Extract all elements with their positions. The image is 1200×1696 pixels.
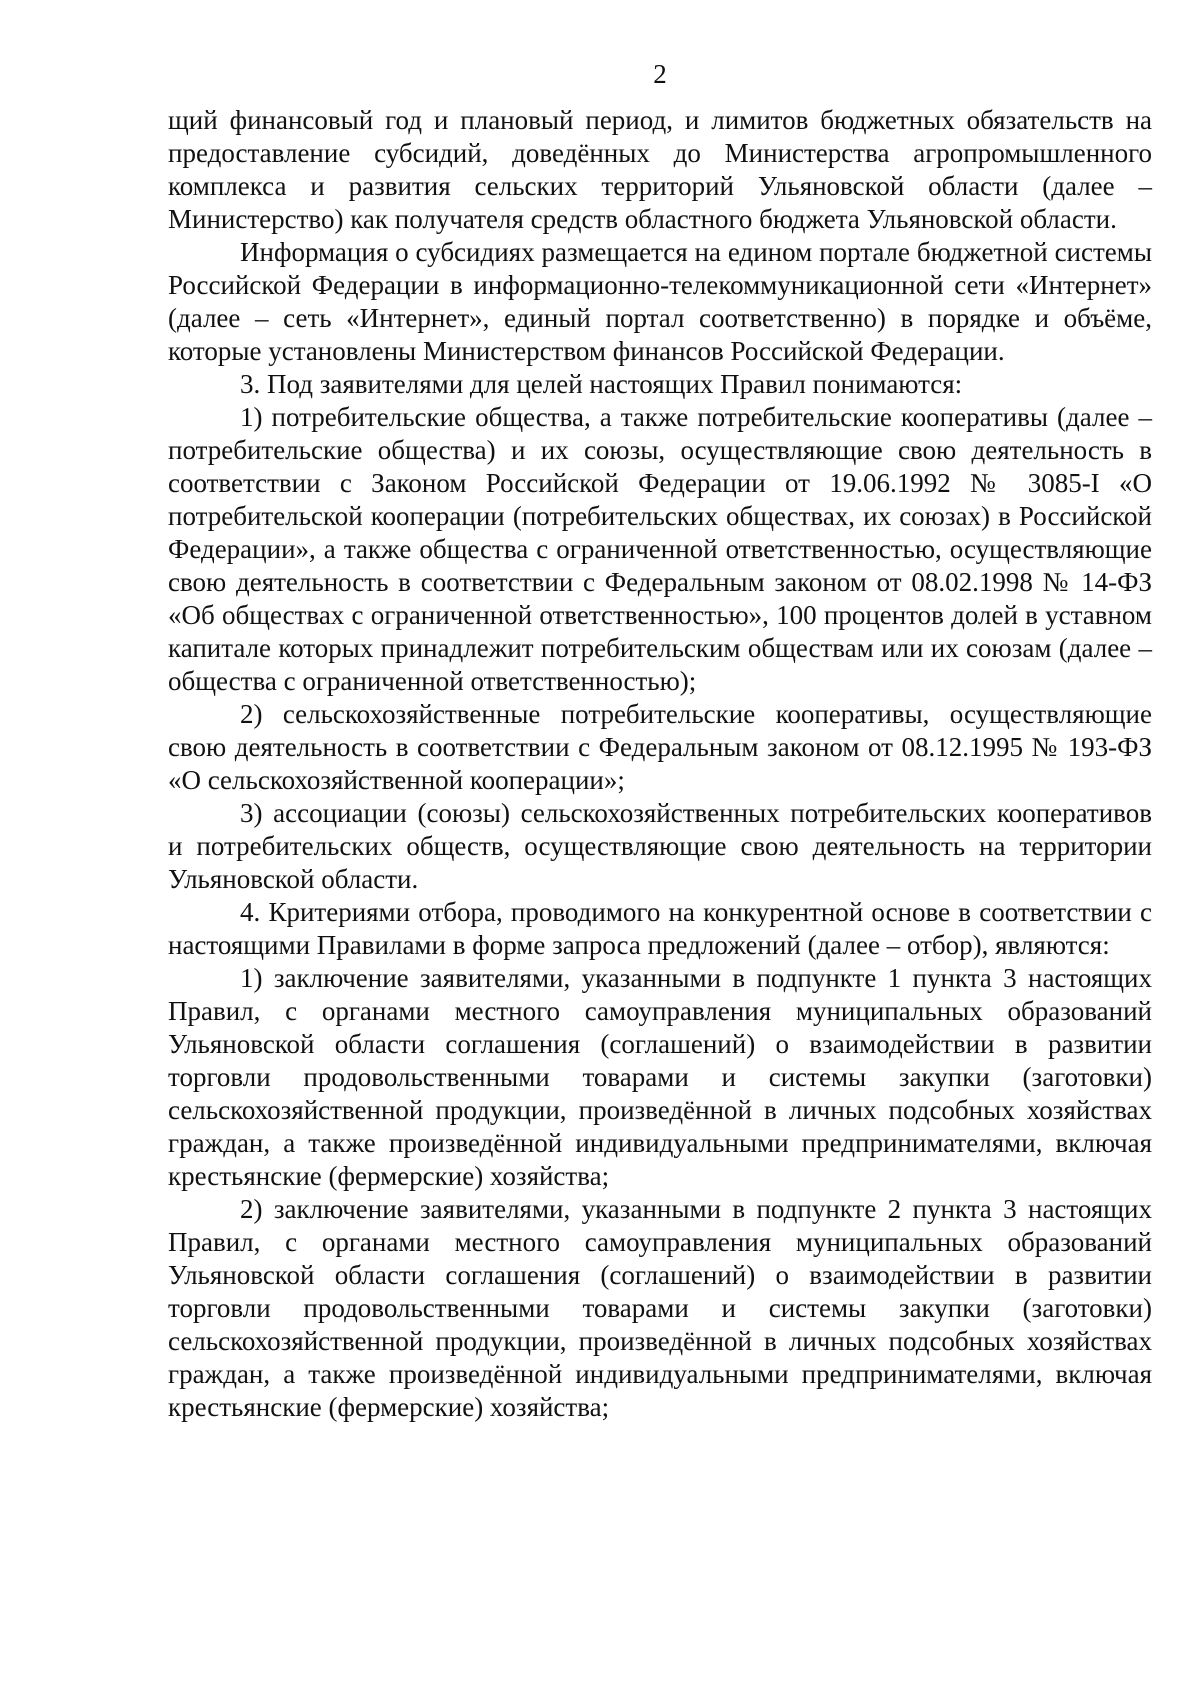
- paragraph-item-3: 3. Под заявителями для целей настоящих Правил понимаются:: [240, 369, 963, 399]
- paragraph-item-4-2: 2) заключение заявителями, указанными в подпункте 2 пункта 3 настоящих Правил, с органами местного самоуправления муниципальных образований Ульяновской области соглашения (соглашений) о взаимодействии в развитии торговли продовольственными товарами и системы закупки (заготовки) сельскохозяйственной продукции, произведённой в личных подсобных хозяйствах граждан, а также произведённой индивидуальными предпринимателями, включая крестьянские (фермерские) хозяйства;: [168, 1194, 1152, 1422]
- paragraph-item-3-3: 3) ассоциации (союзы) сельскохозяйственных потребительских кооперативов и потребительских обществ, осуществляющие свою деятельность на территории Ульяновской области.: [168, 798, 1152, 894]
- paragraph-item-4: 4. Критериями отбора, проводимого на конкурентной основе в соответствии с настоящими Правилами в форме запроса предложений (далее – отбор), являются:: [168, 897, 1152, 960]
- paragraph-subsidy-info: Информация о субсидиях размещается на едином портале бюджетной системы Российской Федерации в информационно-телекоммуникационной сети «Интернет» (далее – сеть «Интернет», единый портал соответственно) в порядке и объёме, которые установлены Министерством финансов Российской Федерации.: [168, 237, 1152, 366]
- page-number: 2: [653, 59, 667, 89]
- paragraph-item-3-1: 1) потребительские общества, а также потребительские кооперативы (далее – потребительские общества) и их союзы, осуществляющие свою деятельность в соответствии с Законом Российской Федерации от 19.06.1992 № 3085-I «О потребительской кооперации (потребительских обществах, их союзах) в Российской Федерации», а также общества с ограниченной ответственностью, осуществляющие свою деятельность в соответствии с Федеральным законом от 08.02.1998 № 14-ФЗ «Об обществах с ограниченной ответственностью», 100 процентов долей в уставном капитале которых принадлежит потребительским обществам или их союзам (далее – общества с ограниченной ответственностью);: [168, 402, 1152, 696]
- paragraph-item-4-1: 1) заключение заявителями, указанными в подпункте 1 пункта 3 настоящих Правил, с органами местного самоуправления муниципальных образований Ульяновской области соглашения (соглашений) о взаимодействии в развитии торговли продовольственными товарами и системы закупки (заготовки) сельскохозяйственной продукции, произведённой в личных подсобных хозяйствах граждан, а также произведённой индивидуальными предпринимателями, включая крестьянские (фермерские) хозяйства;: [168, 963, 1152, 1191]
- paragraph-continuation: щий финансовый год и плановый период, и лимитов бюджетных обязательств на предоставление субсидий, доведённых до Министерства агропромышленного комплекса и развития сельских территорий Ульяновской области (далее – Министерство) как получателя средств областного бюджета Ульяновской области.: [168, 105, 1152, 234]
- paragraph-item-3-2: 2) сельскохозяйственные потребительские кооперативы, осуществляющие свою деятельность в соответствии с Федеральным законом от 08.12.1995 № 193-ФЗ «О сельскохозяйственной кооперации»;: [168, 699, 1152, 795]
- document-body: [168, 104, 1152, 1424]
